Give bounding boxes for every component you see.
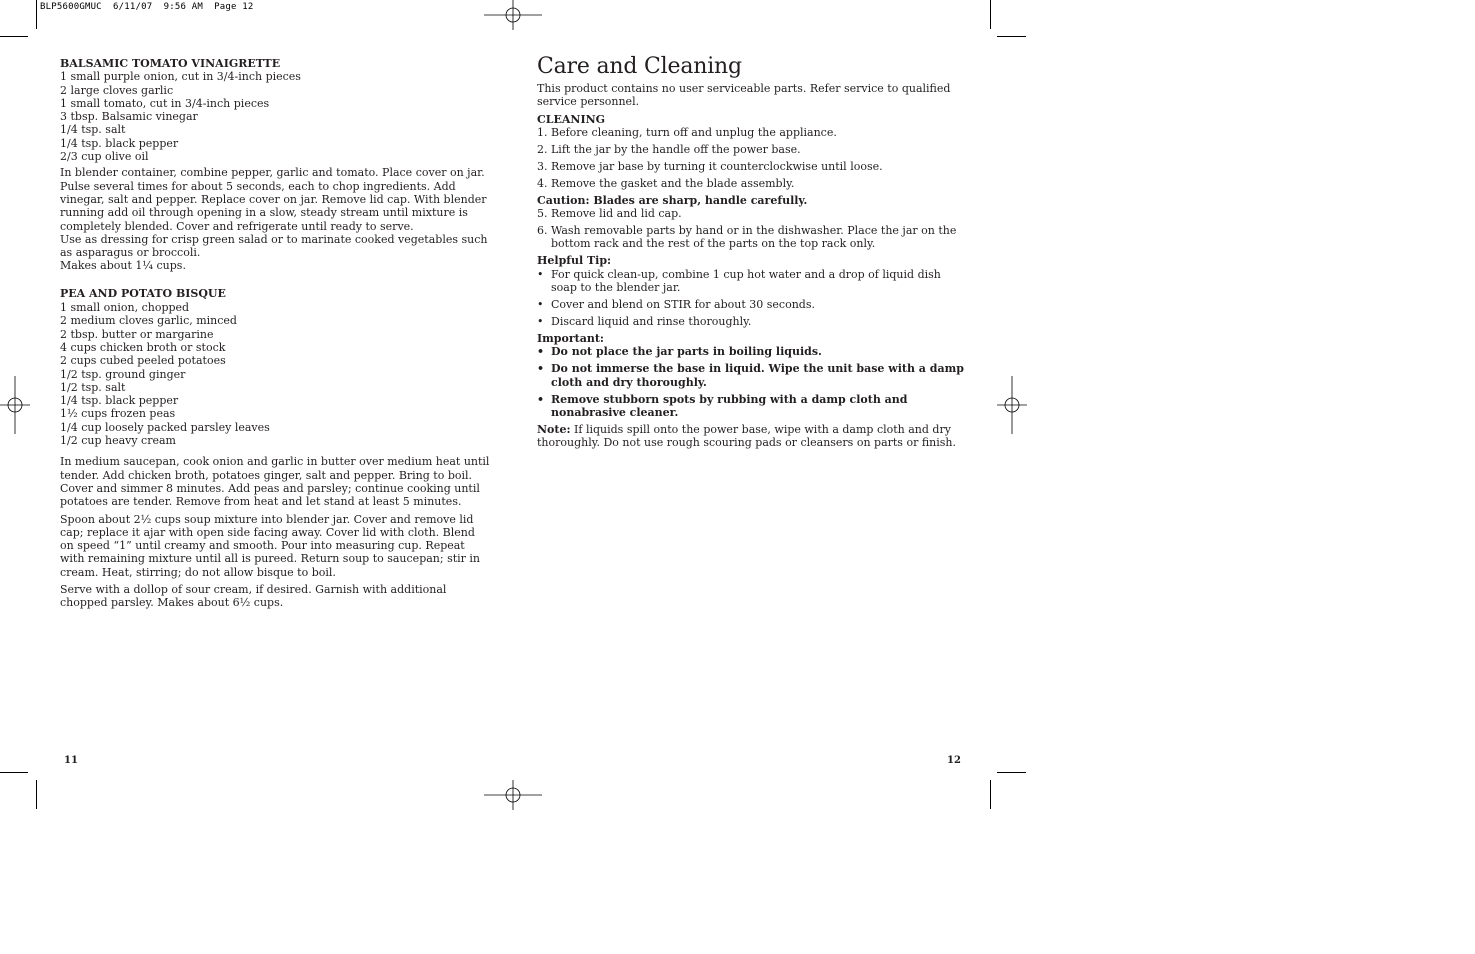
- ingredient-line: 4 cups chicken broth or stock: [60, 340, 226, 354]
- intro-text: This product contains no user serviceable parts. Refer service to qualified service personnel.: [537, 82, 951, 109]
- bullet-glyph: •: [537, 345, 545, 359]
- bullet-glyph: •: [537, 362, 545, 376]
- crop-mark-top-right-h: [997, 36, 1026, 37]
- tip-item: [537, 315, 965, 328]
- crop-mark-bottom-right-h: [997, 772, 1026, 773]
- crop-mark-bottom-left-v: [36, 780, 37, 809]
- ingredient-line: 1½ cups frozen peas: [60, 407, 176, 421]
- crop-mark-top-right-v: [990, 0, 991, 29]
- crop-mark-top-left-h: [0, 36, 28, 37]
- bullet-glyph: •: [537, 267, 544, 281]
- recipe-title-bisque: PEA AND POTATO BISQUE: [60, 286, 226, 300]
- page-title: Care and Cleaning: [537, 54, 742, 79]
- step-number: 5.: [537, 207, 548, 221]
- ingredient-line: 1/2 tsp. salt: [60, 380, 126, 394]
- step-number: 2.: [537, 142, 548, 156]
- step-text: Wash removable parts by hand or in the dishwasher. Place the jar on the bottom rack and the rest of the parts on the top rack only.: [551, 224, 957, 251]
- step-text: Remove jar base by turning it counterclockwise until loose.: [551, 159, 883, 173]
- tip-text: For quick clean-up, combine 1 cup hot water and a drop of liquid dish soap to the blender jar.: [551, 267, 941, 294]
- ingredient-line: 1 small tomato, cut in 3/4-inch pieces: [60, 96, 270, 110]
- step-number: 1.: [537, 125, 548, 139]
- tip-text: Cover and blend on STIR for about 30 seconds.: [551, 297, 815, 311]
- ingredient-line: 1/4 tsp. salt: [60, 123, 126, 137]
- crop-mark-top-left-v: [36, 0, 37, 29]
- step-text: Before cleaning, turn off and unplug the appliance.: [551, 125, 837, 139]
- cleaning-step: [537, 224, 965, 251]
- recipe-directions: In blender container, combine pepper, garlic and tomato. Place cover on jar. Pulse several times for about 5 seconds, each to chop ingredients. Add vinegar, salt and pepper. Replace cover on jar. Remove lid cap. With blender running add oil through opening in a slow, steady stream until mixture is completely blended. Cover and refrigerate until ready to serve.: [60, 166, 487, 233]
- cleaning-step: [537, 143, 965, 156]
- important-heading: Important:: [537, 331, 604, 345]
- registration-mark-bottom: [484, 766, 542, 824]
- step-number: 4.: [537, 176, 548, 190]
- important-text: Do not immerse the base in liquid. Wipe the unit base with a damp cloth and dry thoroughly.: [551, 362, 964, 389]
- cleaning-heading: CLEANING: [537, 112, 606, 126]
- ingredient-line: 2 tbsp. butter or margarine: [60, 327, 214, 341]
- recipe-serving-suggestion: Use as dressing for crisp green salad or to marinate cooked vegetables such as asparagus or broccoli.: [60, 232, 488, 260]
- step-text: Remove the gasket and the blade assembly.: [551, 176, 795, 190]
- cleaning-step: [537, 126, 965, 139]
- ingredient-line: 2/3 cup olive oil: [60, 150, 149, 164]
- ingredient-line: 1/4 tsp. black pepper: [60, 136, 179, 150]
- ingredient-line: 1/2 tsp. ground ginger: [60, 367, 186, 381]
- important-item: [537, 345, 965, 358]
- ingredient-line: 2 medium cloves garlic, minced: [60, 314, 237, 328]
- recipe-yield: Makes about 1¼ cups.: [60, 259, 186, 273]
- cleaning-step: [537, 160, 965, 173]
- cleaning-step: [537, 207, 965, 220]
- right-page-care-cleaning: [537, 54, 965, 449]
- ingredient-line: 1/2 cup heavy cream: [60, 434, 176, 448]
- recipe-directions: Spoon about 2½ cups soup mixture into blender jar. Cover and remove lid cap; replace it ajar with open side facing away. Cover lid with cloth. Blend on speed “1” until creamy and smooth. Pour into measuring cup. Repeat with remaining mixture until all is pureed. Return soup to saucepan; stir in cream. Heat, stirring; do not allow bisque to boil.: [60, 512, 481, 579]
- page-number-right: 12: [947, 755, 961, 766]
- ingredient-line: 2 cups cubed peeled potatoes: [60, 354, 226, 368]
- left-page-recipes: [60, 57, 492, 610]
- crop-mark-bottom-right-v: [990, 780, 991, 809]
- note-text: If liquids spill onto the power base, wipe with a damp cloth and dry thoroughly. Do not use rough scouring pads or cleansers on parts or finish.: [537, 422, 956, 450]
- registration-mark-top: [484, 0, 542, 58]
- ingredient-line: 1 small purple onion, cut in 3/4-inch pieces: [60, 70, 301, 84]
- step-text: Lift the jar by the handle off the power base.: [551, 142, 801, 156]
- ingredient-line: 1/4 cup loosely packed parsley leaves: [60, 420, 270, 434]
- caution-note: Caution: Blades are sharp, handle carefully.: [537, 193, 808, 207]
- note-paragraph: [537, 423, 965, 450]
- crop-mark-bottom-left-h: [0, 772, 28, 773]
- important-text: Do not place the jar parts in boiling liquids.: [551, 345, 822, 359]
- ingredient-line: 3 tbsp. Balsamic vinegar: [60, 110, 198, 124]
- ingredient-line: 1 small onion, chopped: [60, 301, 190, 315]
- page-number-left: 11: [64, 755, 78, 766]
- step-number: 3.: [537, 159, 548, 173]
- bullet-glyph: •: [537, 314, 544, 328]
- important-item: [537, 393, 965, 420]
- bullet-glyph: •: [537, 392, 545, 406]
- cleaning-step: [537, 177, 965, 190]
- printer-slug: BLP5600GMUC 6/11/07 9:56 AM Page 12: [40, 2, 254, 12]
- recipe-directions: In medium saucepan, cook onion and garlic in butter over medium heat until tender. Add chicken broth, potatoes ginger, salt and pepper. Bring to boil. Cover and simmer 8 minutes. Add peas and parsley; continue cooking until potatoes are tender. Remove from heat and let stand at least 5 minutes.: [60, 455, 490, 509]
- ingredient-line: 1/4 tsp. black pepper: [60, 394, 179, 408]
- step-number: 6.: [537, 224, 548, 238]
- recipe-title-vinaigrette: BALSAMIC TOMATO VINAIGRETTE: [60, 57, 281, 70]
- tip-item: [537, 298, 965, 311]
- step-text: Remove lid and lid cap.: [551, 207, 682, 221]
- registration-mark-right: [983, 376, 1041, 434]
- registration-mark-left: [0, 376, 58, 434]
- helpful-tip-heading: Helpful Tip:: [537, 254, 612, 268]
- tip-text: Discard liquid and rinse thoroughly.: [551, 314, 752, 328]
- important-text: Remove stubborn spots by rubbing with a damp cloth and nonabrasive cleaner.: [551, 392, 908, 419]
- note-label: Note:: [537, 422, 571, 436]
- important-item: [537, 362, 965, 389]
- bullet-glyph: •: [537, 297, 544, 311]
- tip-item: [537, 268, 965, 295]
- recipe-directions: Serve with a dollop of sour cream, if desired. Garnish with additional chopped parsley. Makes about 6½ cups.: [60, 582, 447, 610]
- ingredient-line: 2 large cloves garlic: [60, 83, 174, 97]
